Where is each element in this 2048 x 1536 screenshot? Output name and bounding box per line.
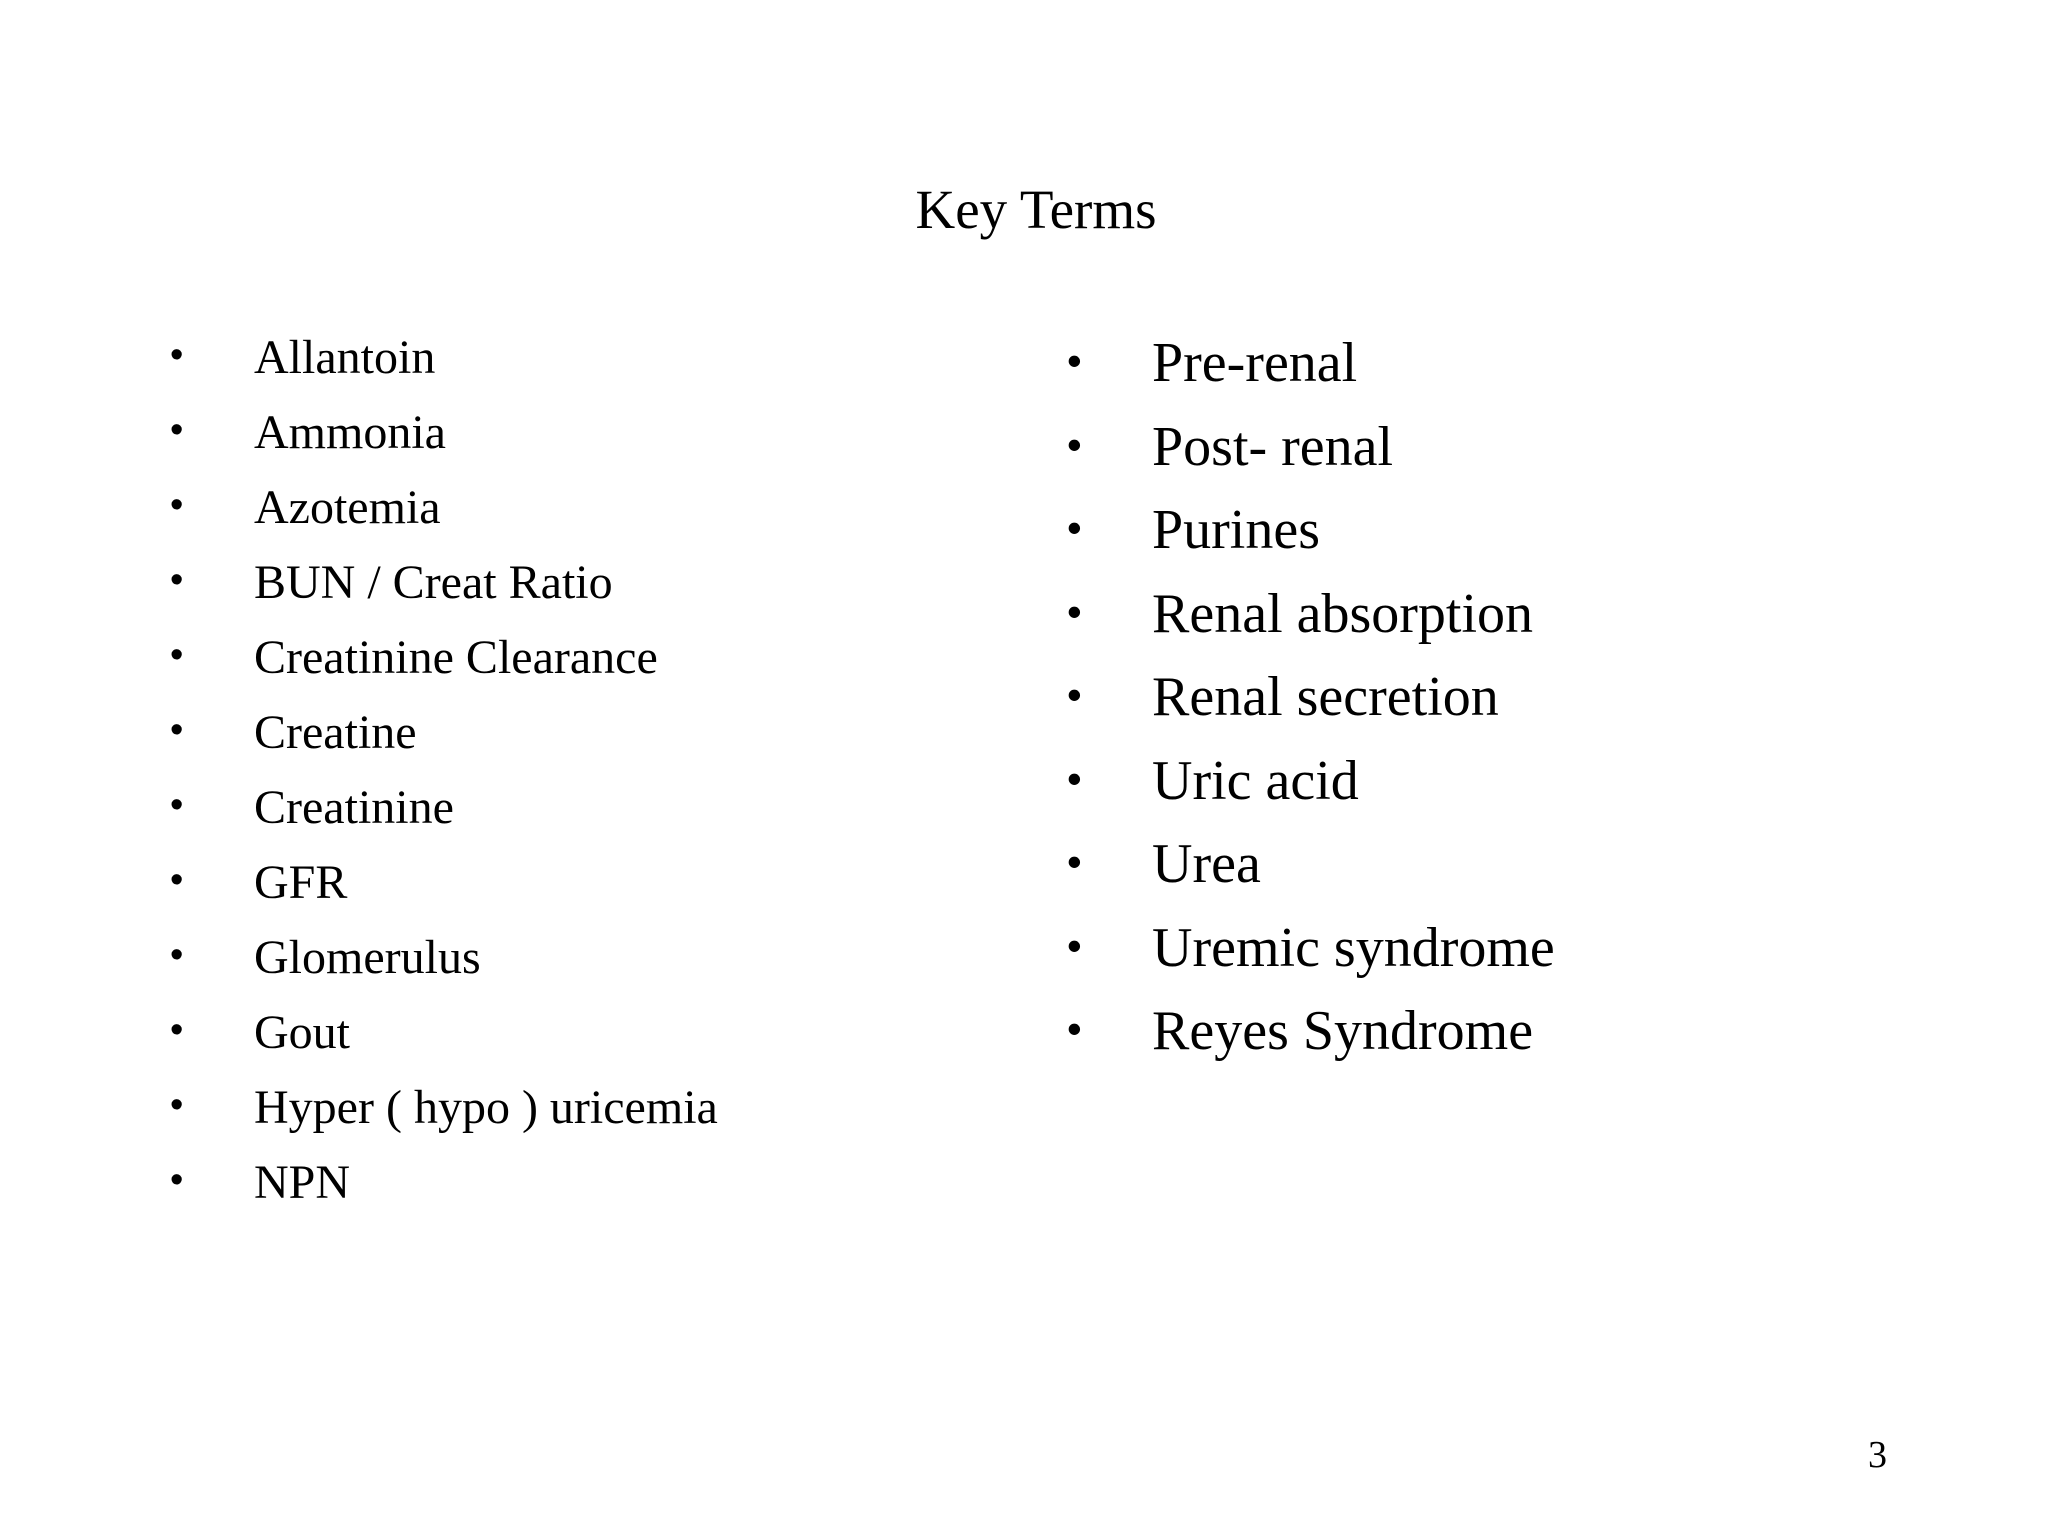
key-term-label: Ammonia xyxy=(254,406,446,459)
key-term-label: Gout xyxy=(254,1006,350,1059)
slide-title: Key Terms xyxy=(915,179,1157,240)
key-term-item xyxy=(170,845,718,920)
page-number: 3 xyxy=(1868,1434,1887,1476)
key-term-item xyxy=(1067,489,1555,573)
bullet-icon: • xyxy=(170,709,184,751)
bullet-icon: • xyxy=(170,559,184,601)
bullet-icon: • xyxy=(1067,754,1082,802)
bullet-icon: • xyxy=(170,784,184,826)
key-term-label: Purines xyxy=(1152,499,1320,561)
key-term-item xyxy=(1067,656,1555,740)
bullet-icon: • xyxy=(170,1009,184,1051)
bullet-icon: • xyxy=(1067,504,1082,551)
key-term-label: NPN xyxy=(254,1156,351,1209)
key-term-label: Reyes Syndrome xyxy=(1152,1000,1534,1062)
key-term-item xyxy=(1067,740,1555,824)
bullet-icon: • xyxy=(170,484,184,526)
key-terms-left-list xyxy=(170,320,718,1220)
key-term-item xyxy=(1067,322,1555,406)
bullet-icon: • xyxy=(170,634,184,676)
key-term-item xyxy=(1067,573,1555,657)
bullet-icon: • xyxy=(170,409,184,451)
key-term-item xyxy=(170,920,718,995)
bullet-icon: • xyxy=(170,859,184,901)
bullet-icon: • xyxy=(170,934,184,976)
key-term-label: Creatine xyxy=(254,706,417,759)
key-term-label: Renal secretion xyxy=(1152,666,1499,728)
bullet-icon: • xyxy=(1067,1005,1082,1052)
key-term-label: Allantoin xyxy=(254,331,436,384)
key-term-item xyxy=(170,620,718,695)
bullet-icon: • xyxy=(170,1084,184,1126)
key-term-label: Hyper ( hypo ) uricemia xyxy=(254,1081,718,1134)
bullet-icon: • xyxy=(1067,838,1082,885)
key-term-label: Creatinine Clearance xyxy=(254,631,658,684)
bullet-icon: • xyxy=(170,334,184,376)
key-term-item xyxy=(1067,907,1555,991)
key-term-item xyxy=(170,995,718,1070)
key-term-label: Pre-renal xyxy=(1152,332,1358,394)
key-term-item xyxy=(170,1070,718,1145)
key-term-item xyxy=(170,470,718,545)
bullet-icon: • xyxy=(1067,420,1082,468)
key-term-label: Glomerulus xyxy=(254,931,481,984)
key-term-item xyxy=(170,395,718,470)
key-term-label: Uric acid xyxy=(1152,749,1359,812)
key-term-item xyxy=(1067,823,1555,907)
bullet-icon: • xyxy=(1067,921,1082,969)
key-term-label: Urea xyxy=(1152,833,1261,895)
key-term-label: Uremic syndrome xyxy=(1152,916,1555,979)
key-term-label: Post- renal xyxy=(1152,415,1394,478)
key-terms-right-list xyxy=(1067,322,1555,1074)
key-term-item xyxy=(170,320,718,395)
key-term-label: Azotemia xyxy=(254,481,441,534)
key-term-label: Creatinine xyxy=(254,781,454,834)
key-term-item xyxy=(1067,406,1555,490)
bullet-icon: • xyxy=(170,1159,184,1201)
key-term-item xyxy=(170,770,718,845)
bullet-icon: • xyxy=(1067,337,1082,384)
key-term-label: BUN / Creat Ratio xyxy=(254,556,613,609)
key-term-item xyxy=(170,1145,718,1220)
bullet-icon: • xyxy=(1067,587,1082,635)
key-term-item xyxy=(1067,990,1555,1074)
key-term-label: GFR xyxy=(254,856,348,909)
key-term-item xyxy=(170,695,718,770)
key-term-item xyxy=(170,545,718,620)
bullet-icon: • xyxy=(1067,671,1082,718)
key-term-label: Renal absorption xyxy=(1152,582,1534,645)
